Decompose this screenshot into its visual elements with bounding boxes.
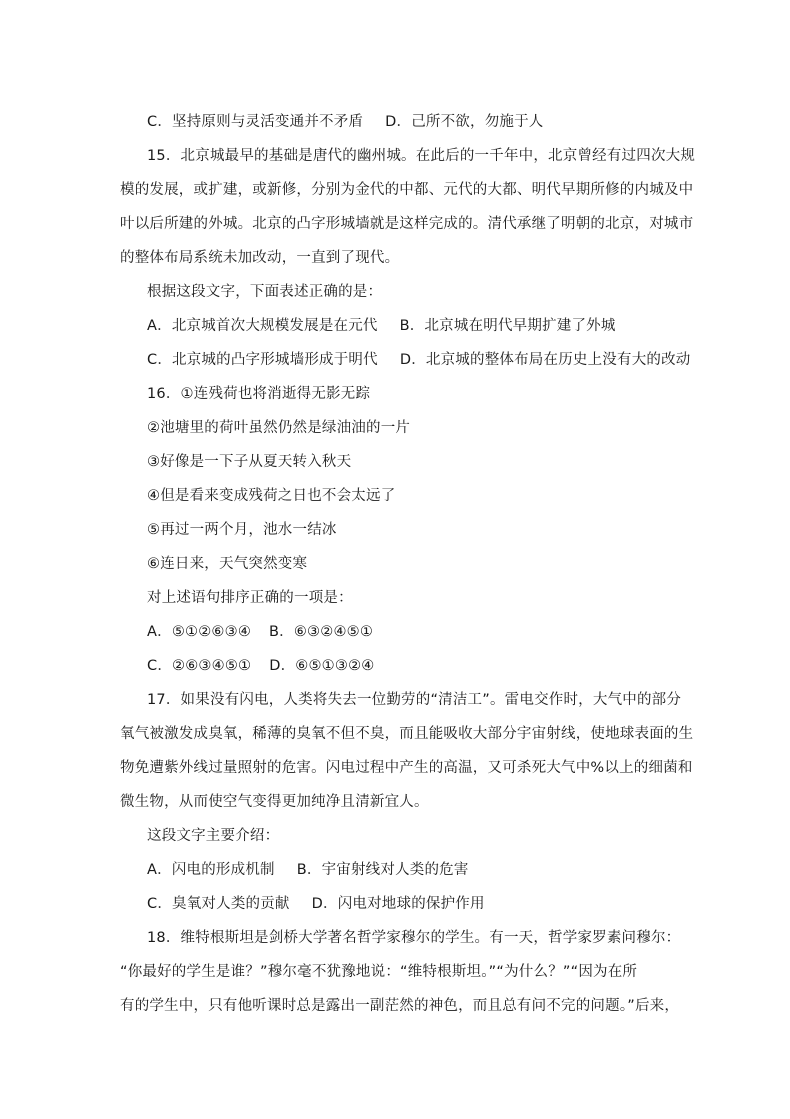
q14-options-cd — [147, 112, 707, 132]
q16-sentence-3: ③好像是一下子从夏天转入秋天 — [147, 454, 352, 470]
q17-prompt: 这段文字主要介绍： — [147, 828, 280, 844]
q17-options-ab — [147, 860, 707, 880]
q18-passage-line-2: “你最好的学生是谁？”穆尔毫不犹豫地说：“维特根斯坦。”“为什么？”“因为在所 — [120, 964, 638, 980]
q16-options-ab — [147, 622, 707, 642]
q17-passage-line-3: 物免遭紫外线过量照射的危害。闪电过程中产生的高温，又可杀死大气中%以上的细菌和 — [120, 760, 693, 776]
q15-option-c: C．北京城的凸字形城墙形成于明代 — [147, 352, 378, 368]
q15-option-a: A．北京城首次大规模发展是在元代 — [147, 318, 378, 334]
q17-option-c: C．臭氧对人类的贡献 — [147, 896, 290, 912]
q16-sentence-6: ⑥连日来，天气突然变寒 — [147, 556, 308, 572]
q15-options-ab — [147, 316, 707, 336]
q16-option-d: D．⑥⑤①③②④ — [269, 658, 375, 674]
q17-passage-line-1: 17．如果没有闪电，人类将失去一位勤劳的“清洁工”。雷电交作时，大气中的部分 — [147, 692, 682, 708]
q15-passage-line-1: 15．北京城最早的基础是唐代的幽州城。在此后的一千年中，北京曾经有过四次大规 — [147, 148, 696, 164]
q15-passage-line-2: 模的发展，或扩建，或新修，分别为金代的中都、元代的大都、明代早期所修的内城及中 — [120, 182, 694, 198]
q15-options-cd — [147, 350, 707, 370]
q15-passage-line-4: 的整体布局系统未加改动，一直到了现代。 — [120, 250, 400, 266]
q16-sentence-1: 16．①连残荷也将消逝得无影无踪 — [147, 386, 371, 402]
q16-option-a: A．⑤①②⑥③④ — [147, 624, 252, 640]
q16-options-cd — [147, 656, 707, 676]
q17-passage-line-4: 微生物，从而使空气变得更加纯净且清新宜人。 — [120, 794, 429, 810]
q18-passage-line-3: 有的学生中，只有他听课时总是露出一副茫然的神色，而且总有问不完的问题。”后来， — [120, 998, 680, 1014]
q17-option-d: D．闪电对地球的保护作用 — [311, 896, 485, 912]
q14-option-c: C．坚持原则与灵活变通并不矛盾 — [147, 114, 364, 130]
q15-passage-line-3: 叶以后所建的外城。北京的凸字形城墙就是这样完成的。清代承继了明朝的北京，对城市 — [120, 216, 694, 232]
q16-sentence-4: ④但是看来变成残荷之日也不会太远了 — [147, 488, 396, 504]
q14-option-d: D．己所不欲，勿施于人 — [385, 114, 544, 130]
q15-prompt: 根据这段文字，下面表述正确的是： — [147, 284, 383, 300]
q17-option-a: A．闪电的形成机制 — [147, 862, 275, 878]
q15-option-b: B．北京城在明代早期扩建了外城 — [399, 318, 616, 334]
q16-sentence-5: ⑤再过一两个月，池水一结冰 — [147, 522, 337, 538]
q16-sentence-2: ②池塘里的荷叶虽然仍然是绿油油的一片 — [147, 420, 411, 436]
q17-options-cd — [147, 894, 707, 914]
q17-option-b: B．宇宙射线对人类的危害 — [296, 862, 469, 878]
q15-option-d: D．北京城的整体布局在历史上没有大的改动 — [399, 352, 691, 368]
q16-option-c: C．②⑥③④⑤① — [147, 658, 252, 674]
q16-option-b: B．⑥③②④⑤① — [269, 624, 374, 640]
q16-prompt: 对上述语句排序正确的一项是： — [147, 590, 353, 606]
q17-passage-line-2: 氧气被激发成臭氧，稀薄的臭氧不但不臭，而且能吸收大部分宇宙射线，使地球表面的生 — [120, 726, 694, 742]
q18-passage-line-1: 18．维特根斯坦是剑桥大学著名哲学家穆尔的学生。有一天，哲学家罗素问穆尔： — [147, 930, 681, 946]
